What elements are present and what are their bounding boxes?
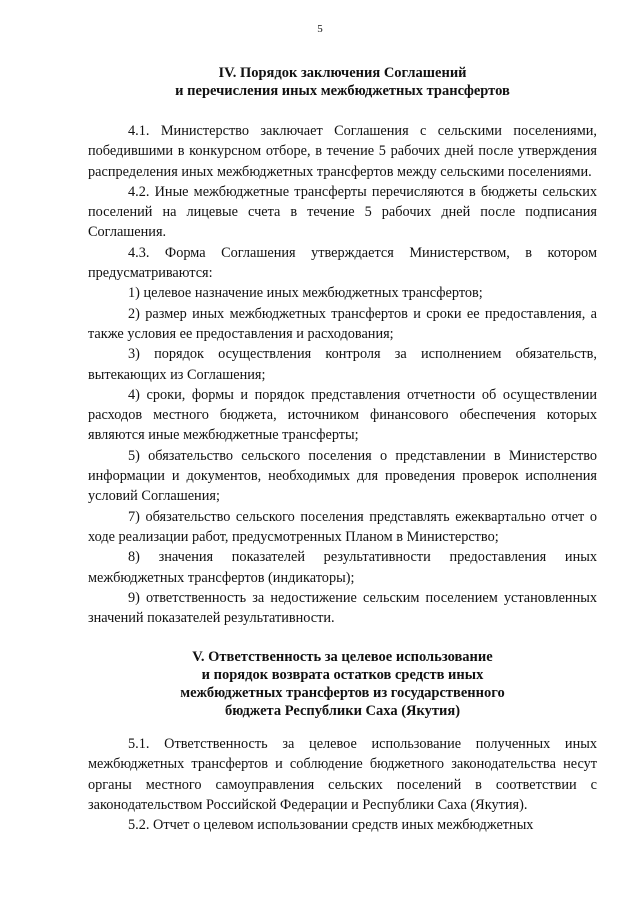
- list-item-3: 3) порядок осуществления контроля за исполнением обязательств, вытекающих из Соглашения;: [88, 346, 597, 383]
- paragraph-4-1: 4.1. Министерство заключает Соглашения с сельскими поселениями, победившими в конкурсном отборе, в течение 5 рабочих дней после утверждения распределения иных межбюджетных трансфертов между сельскими поселениями.: [88, 123, 597, 180]
- list-item-7: 7) обязательство сельского поселения представлять ежеквартально отчет о ходе реализации работ, предусмотренных Планом в Министерство;: [88, 508, 597, 545]
- section-4-heading-line-2: и перечисления иных межбюджетных трансфертов: [175, 83, 510, 99]
- section-5-heading-line-3: межбюджетных трансфертов из государственного: [180, 685, 505, 701]
- list-item-1: 1) целевое назначение иных межбюджетных трансфертов;: [128, 285, 483, 302]
- paragraph-5-1: 5.1. Ответственность за целевое использование полученных иных межбюджетных трансфертов и соблюдение бюджетного законодательства несут органы местного самоуправления сельских поселений в соответствии с законодательством Российской Федерации и Республики Саха (Якутия).: [88, 736, 597, 813]
- page-number: 5: [317, 23, 323, 35]
- section-5-body: [88, 734, 597, 835]
- section-4-heading-line-1: IV. Порядок заключения Соглашений: [218, 65, 467, 81]
- section-4-heading: [88, 64, 597, 100]
- list-item-9: 9) ответственность за недостижение сельским поселением установленных значений показателей результативности.: [88, 589, 597, 627]
- list-item-5: 5) обязательство сельского поселения о представлении в Министерство информации и документов, необходимых для проведения проверок исполнения условий Соглашения;: [88, 447, 597, 505]
- paragraph-4-2: 4.2. Иные межбюджетные трансферты перечисляются в бюджеты сельских поселений на лицевые счета в течение 5 рабочих дней после подписания Соглашения.: [88, 183, 597, 241]
- list-item-4: 4) сроки, формы и порядок представления отчетности об осуществлении расходов местного бюджета, источником финансового обеспечения которых являются иные межбюджетные трансферты;: [88, 386, 597, 444]
- paragraph-5-2: 5.2. Отчет о целевом использовании средств иных межбюджетных: [128, 817, 534, 834]
- paragraph-4-3: 4.3. Форма Соглашения утверждается Министерством, в котором предусматриваются:: [88, 244, 597, 282]
- section-4-body: [88, 121, 597, 628]
- section-5-heading-line-1: V. Ответственность за целевое использование: [192, 649, 493, 665]
- section-5-heading: [88, 648, 597, 720]
- list-item-8: 8) значения показателей результативности предоставления иных межбюджетных трансфертов (индикаторы);: [88, 549, 597, 586]
- section-5-heading-line-2: и порядок возврата остатков средств иных: [201, 667, 484, 683]
- list-item-2: 2) размер иных межбюджетных трансфертов и сроки ее предоставления, а также условия ее предоставления и расходования;: [88, 305, 597, 342]
- section-5-heading-line-4: бюджета Республики Саха (Якутия): [224, 703, 461, 719]
